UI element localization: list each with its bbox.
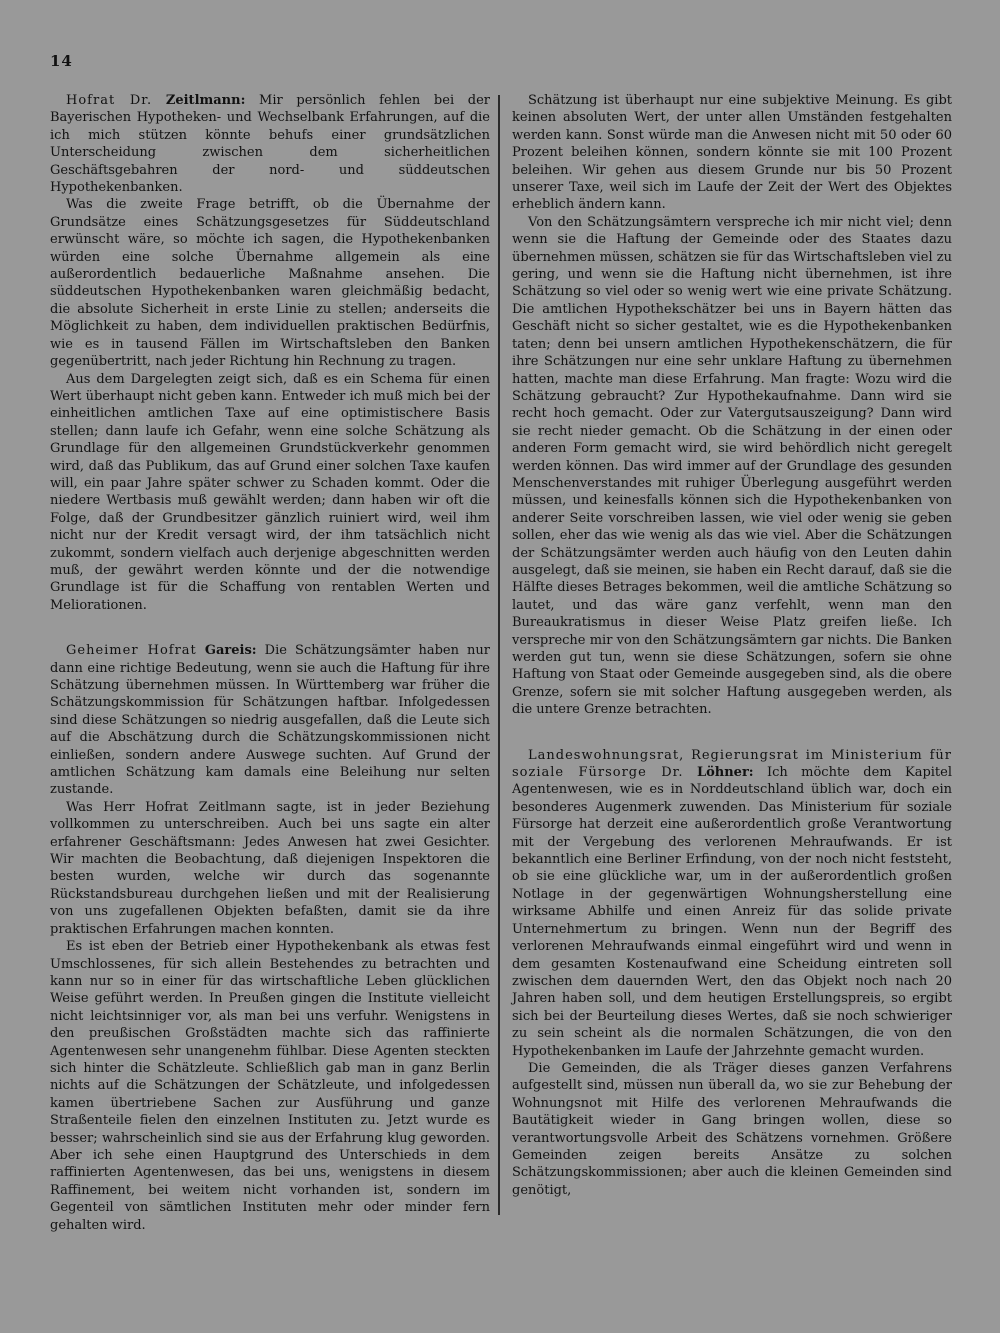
paragraph-text: Mir persönlich fehlen bei der Bayerischen Hypotheken- und Wechselbank Erfahrungen, auf die ich mich stützen könnte behufs einer grundsätzlichen Unterscheidung zwischen dem sicherheitlichen Geschäftsgebahren der nord- und süddeutschen Hypothekenbanken.: [50, 93, 490, 196]
paragraph: Von den Schätzungsämtern verspreche ich mir nicht viel; denn wenn sie die Haftung der Gemeinde oder des Staates dazu übernehmen müssen, schätzen sie für das Wirtschaftsleben viel zu gering, und wenn sie die Haftung nicht übernehmen, ist ihre Schätzung so viel oder so wenig wert wie eine private Schätzung. Die amtlichen Hypothekschätzer bei uns in Bayern hätten das Geschäft nicht so sicher gestaltet, wie es die Hypothekenbanken taten; denn bei unsern amtlichen Hypothekenschätzern, die für ihre Schätzungen nur eine sehr unklare Haftung zu übernehmen hatten, machte man diese Erfahrung. Man fragte: Wozu wird die Schätzung gebraucht? Zur Hypothekaufnahme. Dann wird sie recht hoch gemacht. Oder zur Vatergutsauszeigung? Dann wird sie recht nieder gemacht. Ob die Schätzung in der einen oder anderen Form gemacht wird, sie wird behördlich nicht geregelt werden können. Das wird immer auf der Grundlage des gesunden Menschenverstandes mit ruhiger Überlegung ausgeführt werden müssen, und keinesfalls können sich die Hypothekenbanken von anderer Seite vorschreiben lassen, wie viel oder wenig sie geben sollen, eher das wie wenig als das wie viel. Aber die Schätzungen der Schätzungsämter werden auch häufig von den Leuten dahin ausgelegt, daß sie meinen, sie haben ein Recht darauf, daß sie die Hälfte dieses Betrages bekommen, weil die amtliche Schätzung so lautet, und das wäre ganz verfehlt, wenn man den Bureaukratismus in dieser Weise Platz greifen ließe. Ich verspreche mir von den Schätzungsämtern gar nichts. Die Banken werden gut tun, wenn sie diese Schätzungen, sofern sie ohne Haftung von Staat oder Gemeinde ausgegeben sind, als die obere Grenze, sofern sie mit solcher Haftung ausgegeben werden, als die untere Grenze betrachten.: [512, 214, 952, 718]
speaker-name: Gareis:: [204, 643, 257, 659]
speaker-name: Löhner:: [696, 765, 754, 781]
speech-zeitlmann-p1: [50, 92, 490, 196]
left-column: [50, 92, 490, 1234]
speaker-name: Zeitlmann:: [165, 93, 246, 108]
speaker-title: Hofrat Dr.: [66, 93, 153, 108]
speech-loehner-p1: [512, 747, 952, 1060]
speaker-title: Geheimer Hofrat: [66, 643, 197, 659]
paragraph: Die Gemeinden, die als Träger dieses ganzen Verfahrens aufgestellt sind, müssen nun überall da, wo sie zur Behebung der Wohnungsnot mit Hilfe des verlorenen Mehraufwands die Bautätigkeit wieder in Gang bringen wollen, diese so verantwortungsvolle Arbeit des Schätzens vornehmen. Größere Gemeinden zeigen bereits Ansätze zu solchen Schätzungskommissionen; aber auch die kleinen Gemeinden sind genötigt,: [512, 1060, 952, 1198]
column-divider: [498, 95, 500, 1215]
paragraph-text: Ich möchte dem Kapitel Agentenwesen, wie es in Norddeutschland üblich war, doch ein besonderes Augenmerk zuwenden. Das Ministerium für soziale Fürsorge hat derzeit eine außerordentlich große Verantwortung mit der Vergebung des verlorenen Mehraufwands. Er ist bekanntlich eine Berliner Erfindung, von der noch nicht feststeht, ob sie eine glückliche war, um in der außerordentlich großen Notlage in der gegenwärtigen Wohnungsherstellung eine wirksame Abhilfe und einen Anreiz für das solide private Unternehmertum zu bringen. Wenn nun der Begriff des verlorenen Mehraufwands einmal eingeführt wird und wenn in dem gesamten Kostenaufwand eine Scheidung eintreten soll zwischen dem dauernden Wert, den das Objekt noch nach 20 Jahren haben soll, und dem heutigen Erstellungspreis, so ergibt sich bei der Beurteilung dieses Wertes, daß sie noch schwieriger zu sein scheint als die normalen Schätzungen, die von den Hypothekenbanken im Laufe der Jahrzehnte gemacht wurden.: [512, 765, 953, 1059]
speaker-title: Landeswohnungsrat, Regierungsrat im Ministerium für soziale Fürsorge Dr.: [512, 747, 952, 781]
paragraph: Aus dem Dargelegten zeigt sich, daß es ein Schema für einen Wert überhaupt nicht geben kann. Entweder ich muß mich bei der einheitlichen amtlichen Taxe auf eine optimistischere Basis stellen; dann laufe ich Gefahr, wenn eine solche Schätzung als Grundlage für den allgemeinen Grundstückverkehr genommen wird, daß das Publikum, das auf Grund einer solchen Taxe kaufen will, ein paar Jahre später schwer zu Schaden kommt. Oder die niedere Wertbasis muß gewählt werden; dann haben wir oft die Folge, daß der Grundbesitzer gänzlich ruiniert wird, weil ihm nicht nur der Kredit versagt wird, der ihm tatsächlich nicht zukommt, sondern vielfach auch derjenige abgeschnitten werden muß, der gewährt werden könnte und der die notwendige Grundlage ist für die Schaffung von rentablen Werten und Meliorationen.: [50, 371, 490, 613]
paragraph: Schätzung ist überhaupt nur eine subjektive Meinung. Es gibt keinen absoluten Wert, der unter allen Umständen festgehalten werden kann. Sonst würde man die Anwesen nicht mit 50 oder 60 Prozent beleihen können, sondern könnte sie mit 100 Prozent beleihen. Wir gehen aus diesem Grunde nur bis 50 Prozent unserer Taxe, weil sich im Laufe der Zeit der Wert des Objektes erheblich ändern kann.: [512, 93, 952, 213]
speech-gareis-p1: [50, 642, 490, 799]
page-number: 14: [50, 52, 73, 70]
paragraph: Was die zweite Frage betrifft, ob die Übernahme der Grundsätze eines Schätzungsgesetzes für Süddeutschland erwünscht wäre, so möchte ich sagen, die Hypothekenbanken würden eine solche Übernahme allgemein als eine außerordentlich bedauerliche Maßnahme ansehen. Die süddeutschen Hypothekenbanken waren gleichmäßig bedacht, die absolute Sicherheit in erste Linie zu stellen; anderseits die Möglichkeit zu haben, dem individuellen praktischen Bedürfnis, wie es in tausend Fällen im Wirtschaftsleben den Banken gegenübertritt, nach jeder Richtung hin Rechnung zu tragen.: [50, 197, 490, 370]
paragraph-text: Die Schätzungsämter haben nur dann eine richtige Bedeutung, wenn sie auch die Haftung für ihre Schätzung übernehmen müssen. In Württemberg war früher die Schätzungskommission für Schätzungen haftbar. Infolgedessen sind diese Schätzungen so niedrig ausgefallen, daß die Leute sich auf die Abschätzung durch die Schätzungskommissionen nicht einließen, sondern andere Auswege suchten. Auf Grund der amtlichen Schätzung kam damals eine Beleihung nur selten zustande.: [50, 643, 490, 798]
paragraph: Es ist eben der Betrieb einer Hypothekenbank als etwas fest Umschlossenes, für sich allein Bestehendes zu betrachten und kann nur so in einer für das wirtschaftliche Leben glücklichen Weise geführt werden. In Preußen gingen die Institute vielleicht nicht leichtsinniger vor, als man bei uns verfuhr. Wenigstens in den preußischen Großstädten machte sich das raffinierte Agentenwesen sehr unangenehm fühlbar. Diese Agenten steckten sich hinter die Schätzleute. Schließlich gab man in ganz Berlin nichts auf die Schätzungen der Schätzleute, und infolgedessen kamen übertriebene Sachen zur Ausführung und ganze Straßenteile fielen den einzelnen Instituten zu. Jetzt wurde es besser; wahrscheinlich sind sie aus der Erfahrung klug geworden. Aber ich sehe einen Hauptgrund des Unterschieds in dem raffinierten Agentenwesen, das bei uns, wenigstens in diesem Raffinement, bei weitem nicht vorhanden ist, sondern im Gegenteil von sämtlichen Instituten mehr oder minder fern gehalten wird.: [50, 939, 490, 1233]
right-column: [512, 92, 952, 1199]
paragraph: Was Herr Hofrat Zeitlmann sagte, ist in jeder Beziehung vollkommen zu unterschreiben. Auch bei uns sagte ein alter erfahrener Geschäftsmann: Jedes Anwesen hat zwei Gesichter. Wir machten die Beobachtung, daß diejenigen Inspektoren die besten wurden, welche wir durch das sogenannte Rückstandsbureau durchgehen ließen und mit der Realisierung von uns zugefallenen Objekten befaßten, damit sie da ihre praktischen Erfahrungen machen konnten.: [50, 799, 490, 937]
